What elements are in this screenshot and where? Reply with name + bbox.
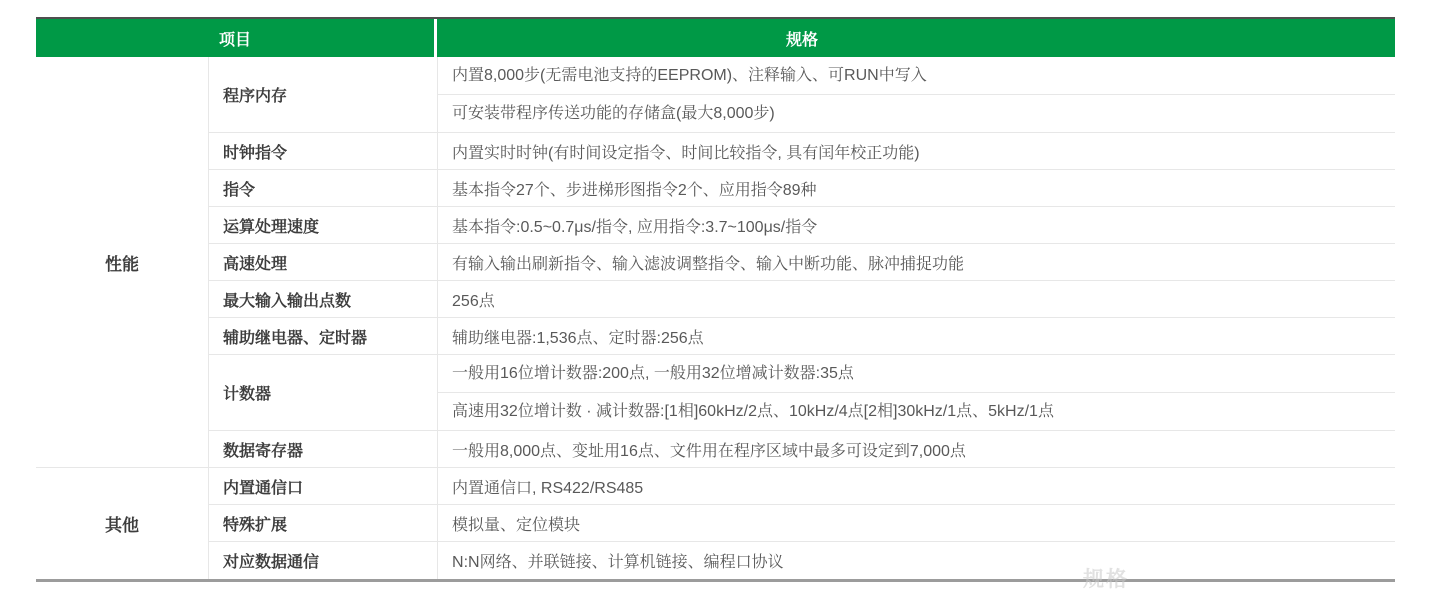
header-row: [36, 19, 1395, 57]
table-row: [36, 318, 1395, 355]
item-label: 高速处理: [208, 244, 437, 281]
table-row: [36, 468, 1395, 505]
table-row: [36, 207, 1395, 244]
table-row: [36, 355, 1395, 431]
spec-value: 有输入输出刷新指令、输入滤波调整指令、输入中断功能、脉冲捕捉功能: [437, 244, 1395, 281]
table-row: [36, 431, 1395, 468]
spec-value: 256点: [437, 281, 1395, 318]
item-label: 对应数据通信: [208, 542, 437, 579]
item-label: 辅助继电器、定时器: [208, 318, 437, 355]
column-header-spec: 规格: [437, 19, 1395, 57]
table-row: [36, 57, 1395, 133]
spec-value: 内置实时时钟(有时间设定指令、时间比较指令, 具有闰年校正功能): [437, 133, 1395, 170]
table-row: [36, 133, 1395, 170]
column-header-item: 项目: [36, 19, 437, 57]
watermark: 规格: [1083, 568, 1129, 591]
group-cell-performance: 性能: [36, 57, 208, 468]
item-label: 特殊扩展: [208, 505, 437, 542]
spec-cell: [437, 57, 1395, 133]
spec-value: 内置通信口, RS422/RS485: [437, 468, 1395, 505]
spec-value: 基本指令:0.5~0.7μs/指令, 应用指令:3.7~100μs/指令: [437, 207, 1395, 244]
table-row: [36, 281, 1395, 318]
spec-value: 高速用32位增计数 · 减计数器:[1相]60kHz/2点、10kHz/4点[2相]30kHz/1点、5kHz/1点: [438, 392, 1395, 430]
table-row: [36, 170, 1395, 207]
item-label: 指令: [208, 170, 437, 207]
table-row: [36, 542, 1395, 579]
item-label: 内置通信口: [208, 468, 437, 505]
spec-value: 可安装带程序传送功能的存储盒(最大8,000步): [438, 94, 1395, 132]
table-row: [36, 244, 1395, 281]
spec-value: 一般用16位增计数器:200点, 一般用32位增减计数器:35点: [452, 365, 854, 382]
item-label: 运算处理速度: [208, 207, 437, 244]
spec-value: 模拟量、定位模块: [437, 505, 1395, 542]
item-label: 最大输入输出点数: [208, 281, 437, 318]
spec-value: 辅助继电器:1,536点、定时器:256点: [437, 318, 1395, 355]
item-label: 数据寄存器: [208, 431, 437, 468]
item-label: 时钟指令: [208, 133, 437, 170]
spec-value: 内置8,000步(无需电池支持的EEPROM)、注释输入、可RUN中写入: [452, 67, 927, 84]
spec-value: 一般用8,000点、变址用16点、文件用在程序区域中最多可设定到7,000点: [437, 431, 1395, 468]
spec-cell: [437, 355, 1395, 431]
group-cell-other: 其他: [36, 468, 208, 579]
item-label: 计数器: [208, 355, 437, 431]
table-row: [36, 505, 1395, 542]
plc-spec-table: [36, 17, 1395, 582]
spec-value: 基本指令27个、步进梯形图指令2个、应用指令89种: [437, 170, 1395, 207]
item-label: 程序内存: [208, 57, 437, 133]
spec-value: N:N网络、并联链接、计算机链接、编程口协议: [437, 542, 1395, 579]
